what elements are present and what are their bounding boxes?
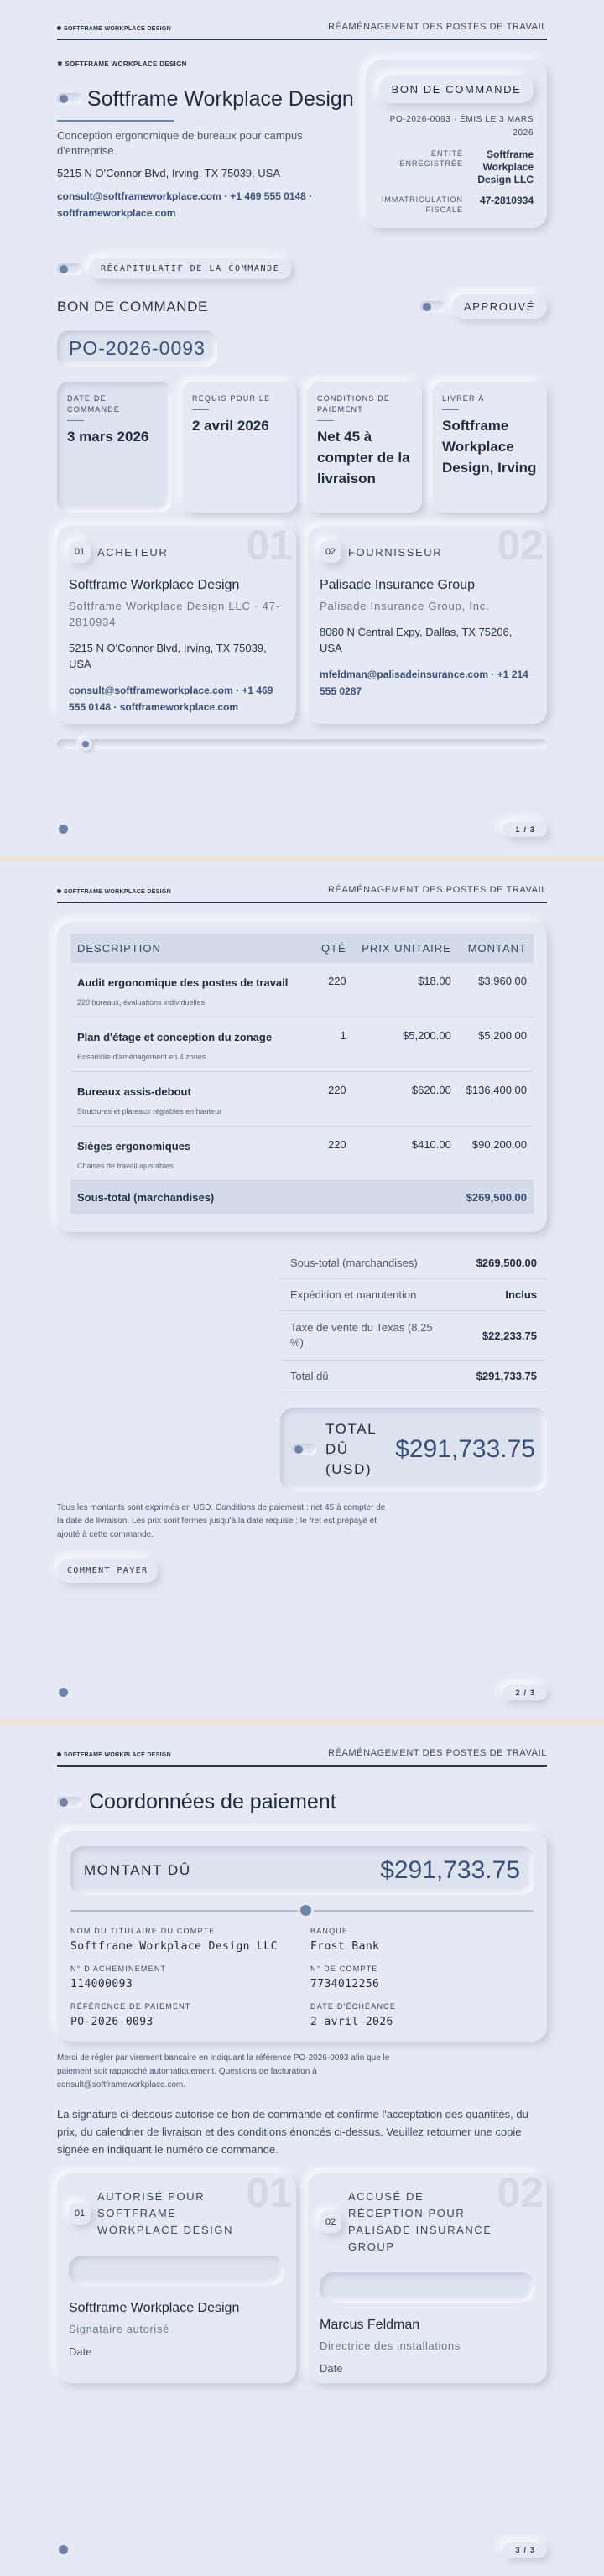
page-header (57, 0, 547, 40)
signer-name: Marcus Feldman (320, 2318, 420, 2332)
field-value: 7734012256 (310, 1978, 380, 1991)
amount-due-box (70, 1846, 534, 1895)
fact-card-payment-terms (307, 382, 422, 513)
table-row (70, 963, 534, 1017)
item-sub: Structures et plateaux réglables en hauteur (77, 1107, 222, 1116)
item-sub: Chaises de travail ajustables (77, 1162, 174, 1170)
page-header (57, 1726, 547, 1767)
summary-toggle[interactable] (57, 263, 82, 275)
line-items (57, 922, 547, 1232)
page-header (57, 863, 547, 903)
table-row (70, 1072, 534, 1127)
due-toggle[interactable] (292, 1444, 317, 1455)
page-separator (0, 1719, 604, 1726)
key-facts (57, 382, 547, 513)
signature-badge: 01 (69, 2203, 91, 2225)
header-brand (57, 26, 171, 32)
buyer-number: 01 (246, 526, 293, 569)
totals-label: Expédition et manutention (290, 1288, 417, 1301)
item-sub: 220 bureaux, évaluations individuelles (77, 998, 206, 1007)
totals-value: $22,233.75 (482, 1329, 537, 1342)
header-tag: RÉAMÉNAGEMENT DES POSTES DE TRAVAIL (327, 22, 547, 32)
page-2 (0, 863, 604, 1719)
supplier-contact[interactable]: mfeldman@palisadeinsurance.com · +1 214 555 0287 (320, 669, 528, 697)
header-brand-text: SOFTFRAME WORKPLACE DESIGN (64, 1752, 171, 1758)
page-total: 3 (529, 2546, 534, 2554)
signature-badge: 02 (320, 2211, 341, 2233)
payment-track (70, 1910, 534, 1912)
decorative-slider[interactable] (57, 739, 547, 749)
vendor-name: Softframe Workplace Design (87, 87, 354, 111)
page-indicator: 3 / 3 (502, 2542, 547, 2558)
totals-value: Inclus (505, 1288, 537, 1301)
item-qty: 1 (314, 1017, 353, 1072)
slider-knob[interactable] (79, 737, 92, 751)
total-due-value: $291,733.75 (395, 1435, 535, 1463)
table-row (70, 1127, 534, 1181)
page-total: 3 (529, 825, 534, 834)
col-description: DESCRIPTION (70, 934, 314, 963)
track-knob[interactable] (300, 1905, 311, 1916)
buyer-role: ACHETEUR (97, 545, 169, 559)
po-number: PO-2026-0093 (57, 330, 217, 367)
totals-value: $291,733.75 (476, 1370, 537, 1382)
item-amount: $90,200.00 (458, 1127, 534, 1181)
buyer-badge: 01 (69, 541, 91, 563)
totals-label: Total dû (290, 1370, 329, 1382)
fact-rule (67, 420, 84, 421)
page-dot-icon (59, 2545, 68, 2554)
payment-title: Coordonnées de paiement (89, 1790, 336, 1814)
supplier-role: FOURNISSEUR (348, 545, 443, 559)
entity-label: ENTITÉ ENREGISTRÉE (399, 149, 463, 168)
item-unit: $410.00 (353, 1127, 458, 1181)
field-value: 2 avril 2026 (310, 2016, 393, 2028)
totals-label: Taxe de vente du Texas (8,25 %) (290, 1321, 433, 1349)
brand-dot-icon (57, 889, 61, 893)
field-label: DATE D'ÉCHÉANCE (310, 2002, 397, 2011)
supplier-legal: Palisade Insurance Group, Inc. (320, 600, 490, 612)
item-desc: Plan d'étage et conception du zonage (77, 1031, 273, 1043)
status-toggle[interactable] (420, 301, 445, 313)
item-desc: Sièges ergonomiques (77, 1140, 191, 1153)
header-tag: RÉAMÉNAGEMENT DES POSTES DE TRAVAIL (327, 885, 547, 895)
col-amount: MONTANT (458, 934, 534, 963)
item-desc: Bureaux assis-debout (77, 1085, 191, 1098)
field-value: PO-2026-0093 (70, 2016, 154, 2028)
page-indicator: 1 / 3 (502, 822, 547, 837)
total-due-label: TOTAL DÛ (USD) (325, 1421, 377, 1477)
header-brand-text: SOFTFRAME WORKPLACE DESIGN (64, 26, 171, 32)
fact-value: Softframe Workplace Design, Irving (442, 418, 537, 476)
summary-button[interactable]: RÉCAPITULATIF DE LA COMMANDE (89, 258, 291, 279)
item-amount: $5,200.00 (458, 1017, 534, 1072)
page-separator (0, 856, 604, 863)
signer-title: Directrice des installations (320, 2339, 461, 2352)
signature-card-buyer (57, 2173, 296, 2383)
page-current: 3 (515, 2546, 520, 2554)
po-meta: PO-2026-0093 · ÉMIS LE 3 MARS 2026 (389, 115, 534, 138)
signature-field[interactable] (69, 2256, 284, 2286)
item-qty: 220 (314, 1072, 353, 1127)
item-sub: Ensemble d'aménagement en 4 zones (77, 1053, 206, 1061)
item-desc: Audit ergonomique des postes de travail (77, 976, 289, 989)
fact-rule (317, 420, 334, 421)
signer-name: Softframe Workplace Design (69, 2301, 240, 2315)
vendor-small-brand-text: SOFTFRAME WORKPLACE DESIGN (65, 60, 187, 68)
signature-intro: La signature ci-dessous autorise ce bon de commande et confirme l'acceptation des quantités, du prix, du calendrier de livraison et des conditions énoncés ci-dessus. Veuillez retourner une copie signée en indiquant le numéro de commande. (57, 2108, 528, 2156)
fact-label: CONDITIONS DE PAIEMENT (317, 394, 391, 414)
po-info-box (366, 60, 547, 228)
field-label: NOM DU TITULAIRE DU COMPTE (70, 1927, 216, 1935)
field-label: BANQUE (310, 1927, 349, 1935)
buyer-card (57, 526, 296, 724)
fact-value: 2 avril 2026 (192, 418, 269, 434)
totals-summary (280, 1247, 547, 1392)
title-toggle[interactable] (57, 93, 82, 105)
vendor-small-brand: ✖ SOFTFRAME WORKPLACE DESIGN (57, 60, 187, 68)
table-row (70, 1017, 534, 1072)
supplier-badge: 02 (320, 541, 341, 563)
subtotal-value: $269,500.00 (458, 1181, 534, 1215)
page-3 (0, 1726, 604, 2576)
page-total: 3 (529, 1689, 534, 1697)
fact-card-order-date (57, 382, 172, 513)
signature-card-supplier (308, 2173, 547, 2383)
page-dot-icon (59, 1688, 68, 1697)
item-qty: 220 (314, 963, 353, 1017)
item-unit: $18.00 (353, 963, 458, 1017)
item-qty: 220 (314, 1127, 353, 1181)
payment-notes: Merci de régler par virement bancaire en indiquant la référence PO-2026-0093 afin que le paiement soit rapproché automatiquement. Questions de facturation à consult@softframeworkplace.com. (57, 2053, 390, 2089)
subtotal-label: Sous-total (marchandises) (70, 1181, 458, 1215)
field-value: Softframe Workplace Design LLC (70, 1940, 278, 1953)
col-qty: QTÉ (314, 934, 353, 963)
page-1 (0, 0, 604, 856)
amount-due-value: $291,733.75 (380, 1856, 520, 1884)
page-current: 2 (515, 1689, 520, 1697)
fact-rule (192, 409, 209, 410)
subtotal-row (70, 1181, 534, 1215)
field-value: 114000093 (70, 1978, 133, 1991)
item-amount: $136,400.00 (458, 1072, 534, 1127)
page-current: 1 (515, 825, 520, 834)
entity-value: Softframe Workplace Design LLC (477, 148, 534, 185)
buyer-contact[interactable]: consult@softframeworkplace.com · +1 469 555 0148 · softframeworkplace.com (69, 684, 273, 713)
supplier-name: Palisade Insurance Group (320, 578, 475, 592)
fact-card-ship-to (432, 382, 547, 513)
page-indicator: 2 / 3 (502, 1685, 547, 1700)
signature-field[interactable] (320, 2272, 535, 2303)
totals-row (280, 1311, 547, 1361)
title-rule (57, 120, 174, 122)
supplier-card (308, 526, 547, 724)
field-value: Frost Bank (310, 1940, 380, 1953)
signer-title: Signataire autorisé (69, 2323, 169, 2335)
brand-dot-icon (57, 1752, 61, 1756)
status-badge[interactable]: APPROUVÉ (452, 294, 547, 319)
item-unit: $620.00 (353, 1072, 458, 1127)
field-label: N° DE COMPTE (310, 1965, 378, 1973)
signature-role: ACCUSÉ DE RÉCEPTION POUR PALISADE INSURANCE GROUP (348, 2190, 492, 2253)
totals-row (280, 1279, 547, 1311)
fact-value: Net 45 à compter de la livraison (317, 429, 410, 487)
header-brand (57, 1752, 171, 1758)
signature-role: AUTORISÉ POUR SOFTFRAME WORKPLACE DESIGN (97, 2190, 234, 2236)
vendor-tagline: Conception ergonomique de bureaux pour campus d'entreprise. (57, 129, 303, 157)
signature-number: 02 (497, 2173, 544, 2216)
totals-value: $269,500.00 (476, 1257, 537, 1269)
signature-date: Date (320, 2362, 343, 2375)
terms-notes: Tous les montants sont exprimés en USD. Conditions de paiement : net 45 à compter de la date de livraison. Les prix sont fermes jusqu'à la date requise ; le fret est prépayé et ajouté à cette commande. (57, 1503, 386, 1539)
vendor-address: 5215 N O'Connor Blvd, Irving, TX 75039, USA (57, 167, 280, 180)
how-to-pay-button[interactable]: COMMENT PAYER (57, 1559, 158, 1583)
signature-number: 01 (246, 2173, 293, 2216)
fact-card-required-date (182, 382, 297, 513)
header-tag: RÉAMÉNAGEMENT DES POSTES DE TRAVAIL (327, 1748, 547, 1758)
vendor-contact[interactable]: consult@softframeworkplace.com · +1 469 555 0148 · softframeworkplace.com (57, 190, 313, 219)
header-brand (57, 889, 171, 895)
fact-value: 3 mars 2026 (67, 429, 149, 445)
fact-label: LIVRER À (442, 394, 485, 403)
fact-label: DATE DE COMMANDE (67, 394, 121, 414)
header-brand-text: SOFTFRAME WORKPLACE DESIGN (64, 889, 171, 895)
totals-row (280, 1361, 547, 1392)
doc-label: BON DE COMMANDE (57, 298, 208, 315)
reg-label: IMMATRICULATION FISCALE (381, 195, 463, 214)
total-due-box (280, 1408, 547, 1491)
totals-row (280, 1247, 547, 1279)
signature-date: Date (69, 2345, 92, 2358)
page-dot-icon (59, 825, 68, 834)
fact-label: REQUIS POUR LE (192, 394, 271, 403)
po-type-button[interactable]: BON DE COMMANDE (379, 75, 534, 103)
brand-dot-icon (57, 26, 61, 30)
supplier-number: 02 (497, 526, 544, 569)
field-label: RÉFÉRENCE DE PAIEMENT (70, 2002, 191, 2011)
item-unit: $5,200.00 (353, 1017, 458, 1072)
fact-rule (442, 409, 459, 410)
reg-value: 47-2810934 (479, 195, 534, 206)
amount-due-label: MONTANT DÛ (84, 1862, 191, 1878)
supplier-address: 8080 N Central Expy, Dallas, TX 75206, USA (320, 626, 513, 654)
payment-details (57, 1831, 547, 2042)
totals-label: Sous-total (marchandises) (290, 1257, 418, 1269)
col-unit-price: PRIX UNITAIRE (353, 934, 458, 963)
buyer-address: 5215 N O'Connor Blvd, Irving, TX 75039, USA (69, 642, 267, 670)
buyer-legal: Softframe Workplace Design LLC · 47-2810934 (69, 600, 280, 628)
field-label: N° D'ACHEMINEMENT (70, 1965, 167, 1973)
payment-toggle[interactable] (57, 1797, 82, 1808)
buyer-name: Softframe Workplace Design (69, 578, 240, 592)
item-amount: $3,960.00 (458, 963, 534, 1017)
